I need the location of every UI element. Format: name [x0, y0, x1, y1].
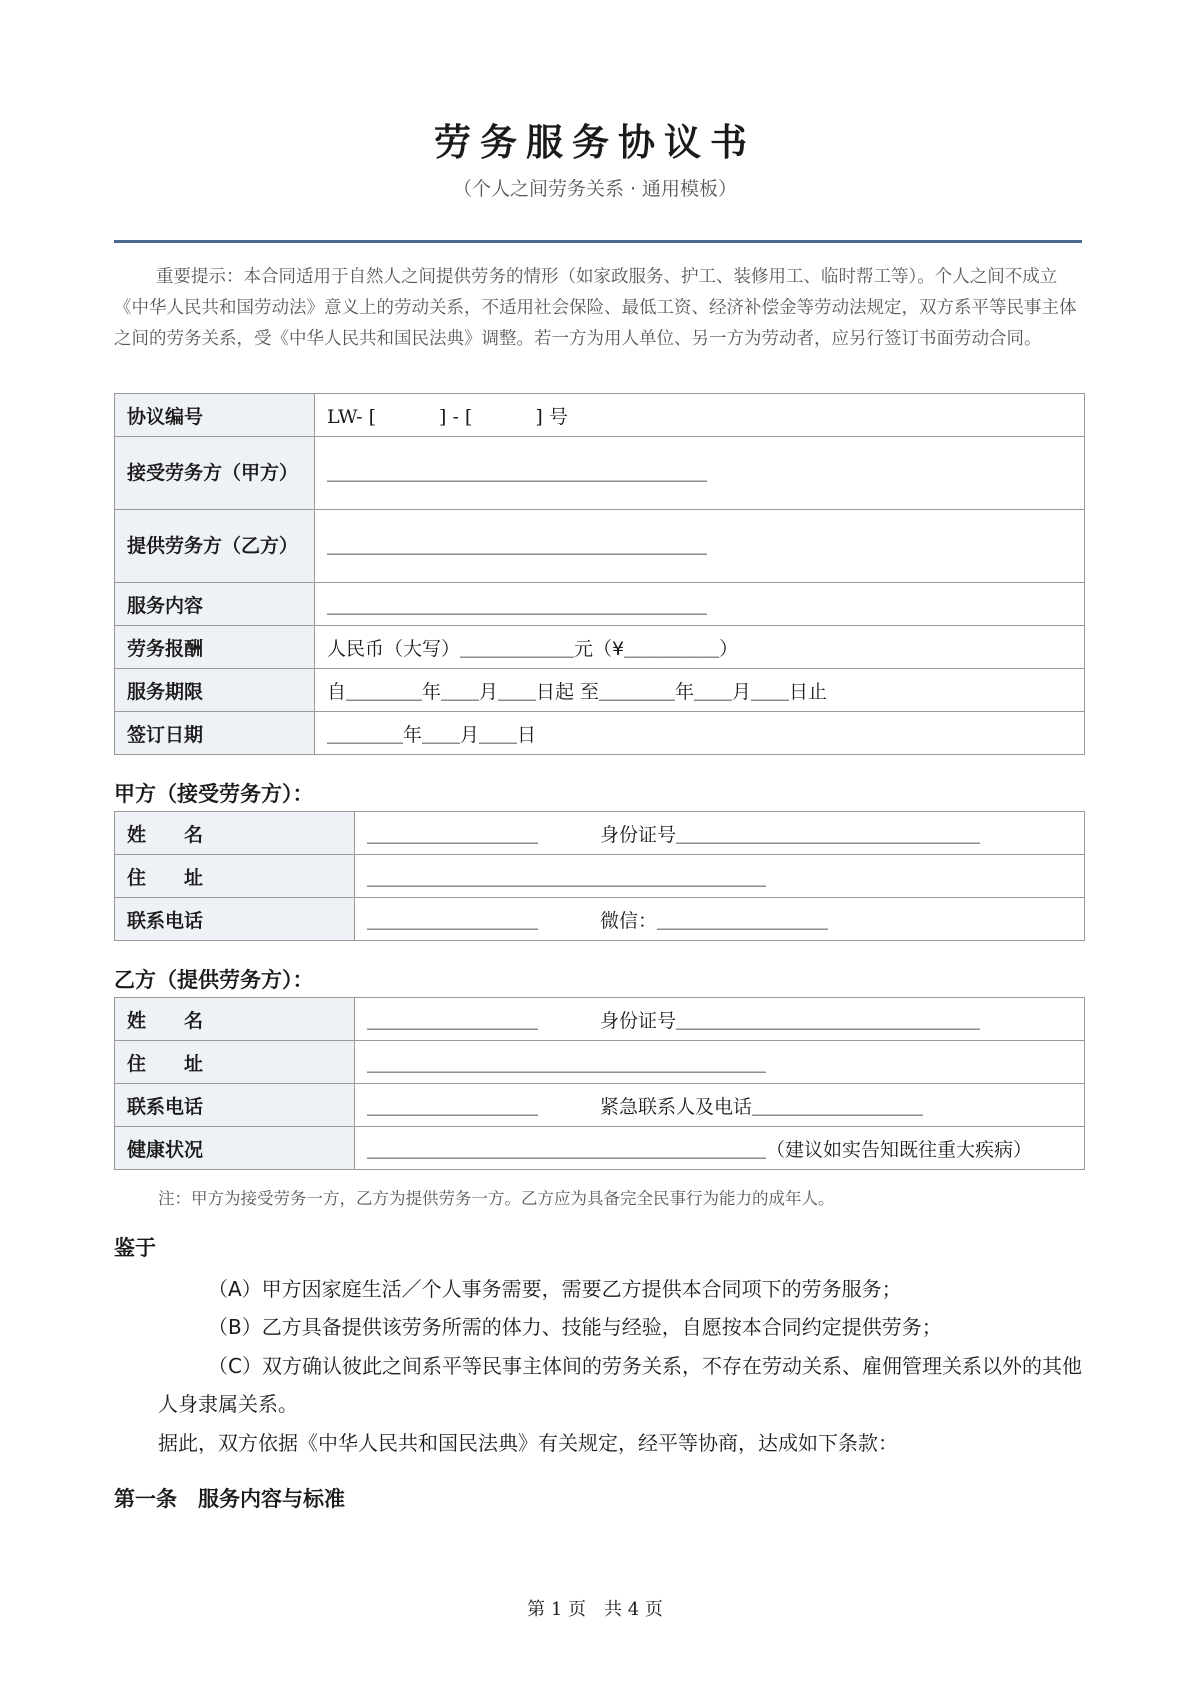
service-period-label: 服务期限	[115, 669, 315, 712]
table-row	[115, 394, 1085, 437]
party-b-name-row	[355, 998, 1085, 1041]
table-row	[115, 1084, 1085, 1127]
summary-table	[114, 393, 1085, 755]
important-notice: 重要提示：本合同适用于自然人之间提供劳务的情形（如家政服务、护工、装修用工、临时帮工等）。个人之间不成立《中华人民共和国劳动法》意义上的劳动关系，不适用社会保险、最低工资、经济补偿金等劳动法规定，双方系平等民事主体之间的劳务关系，受《中华人民共和国民法典》调整。若一方为用人单位、另一方为劳动者，应另行签订书面劳动合同。	[114, 267, 1077, 349]
party-a-address-label: 住 址	[115, 855, 355, 898]
table-row	[115, 1127, 1085, 1170]
party-b-table	[114, 997, 1085, 1170]
page-footer: 第 1 页 共 4 页	[527, 1599, 663, 1620]
remuneration-label: 劳务报酬	[115, 626, 315, 669]
recital-a: （A）甲方因家庭生活／个人事务需要，需要乙方提供本合同项下的劳务服务；	[208, 1277, 902, 1301]
recitals-heading: 鉴于	[114, 1236, 156, 1260]
table-row	[115, 812, 1085, 855]
party-b-name-label: 姓 名	[115, 998, 355, 1041]
table-row	[115, 669, 1085, 712]
party-a-name-row	[355, 812, 1085, 855]
party-a-heading: 甲方（接受劳务方）：	[114, 782, 314, 806]
table-row	[115, 626, 1085, 669]
party-b-health-field[interactable]: ＿＿＿＿＿＿＿＿＿＿＿＿＿＿＿＿＿＿＿＿＿（建议如实告知既往重大疾病）	[355, 1127, 1085, 1170]
agreement-number-field[interactable]: LW- [ ] - [ ] 号	[315, 394, 1085, 437]
signing-date-label: 签订日期	[115, 712, 315, 755]
party-a-name-field[interactable]: ＿＿＿＿＿＿＿＿＿	[367, 823, 539, 846]
title-divider	[114, 240, 1082, 243]
recital-b: （B）乙方具备提供该劳务所需的体力、技能与经验，自愿按本合同约定提供劳务；	[208, 1315, 942, 1339]
recital-c: （C）双方确认彼此之间系平等民事主体间的劳务关系，不存在劳动关系、雇佣管理关系以外的其他人身隶属关系。	[158, 1354, 1082, 1416]
document-subtitle: （个人之间劳务关系 · 通用模板）	[452, 178, 738, 200]
party-a-field[interactable]: ＿＿＿＿＿＿＿＿＿＿＿＿＿＿＿＿＿＿＿＿	[315, 437, 1085, 510]
party-a-label: 接受劳务方（甲方）	[115, 437, 315, 510]
party-a-phone-label: 联系电话	[115, 898, 355, 941]
article-1-heading: 第一条 服务内容与标准	[114, 1487, 345, 1511]
party-a-address-field[interactable]: ＿＿＿＿＿＿＿＿＿＿＿＿＿＿＿＿＿＿＿＿＿	[355, 855, 1085, 898]
signing-date-field[interactable]: ＿＿＿＿年＿＿月＿＿日	[315, 712, 1085, 755]
party-b-address-field[interactable]: ＿＿＿＿＿＿＿＿＿＿＿＿＿＿＿＿＿＿＿＿＿	[355, 1041, 1085, 1084]
remuneration-field[interactable]: 人民币（大写）＿＿＿＿＿＿元（¥＿＿＿＿＿）	[315, 626, 1085, 669]
party-b-health-label: 健康状况	[115, 1127, 355, 1170]
table-row	[115, 998, 1085, 1041]
service-period-field[interactable]: 自＿＿＿＿年＿＿月＿＿日起 至＿＿＿＿年＿＿月＿＿日止	[315, 669, 1085, 712]
document-title: 劳务服务协议书	[434, 121, 756, 164]
party-b-emergency-field[interactable]: 紧急联系人及电话＿＿＿＿＿＿＿＿＿	[600, 1095, 924, 1118]
party-b-name-field[interactable]: ＿＿＿＿＿＿＿＿＿	[367, 1009, 539, 1032]
service-content-label: 服务内容	[115, 583, 315, 626]
recitals-conclusion: 据此，双方依据《中华人民共和国民法典》有关规定，经平等协商，达成如下条款：	[158, 1431, 898, 1455]
table-row	[115, 1041, 1085, 1084]
party-a-table	[114, 811, 1085, 941]
party-b-label: 提供劳务方（乙方）	[115, 510, 315, 583]
table-row	[115, 583, 1085, 626]
party-a-id-field[interactable]: 身份证号＿＿＿＿＿＿＿＿＿＿＿＿＿＿＿＿	[600, 823, 981, 846]
table-row	[115, 855, 1085, 898]
party-b-heading: 乙方（提供劳务方）：	[114, 968, 314, 992]
party-b-phone-field[interactable]: ＿＿＿＿＿＿＿＿＿	[367, 1095, 539, 1118]
party-b-phone-row	[355, 1084, 1085, 1127]
agreement-number-label: 协议编号	[115, 394, 315, 437]
party-b-address-label: 住 址	[115, 1041, 355, 1084]
party-b-phone-label: 联系电话	[115, 1084, 355, 1127]
party-a-phone-row	[355, 898, 1085, 941]
table-row	[115, 898, 1085, 941]
party-a-wechat-field[interactable]: 微信：＿＿＿＿＿＿＿＿＿	[600, 909, 829, 932]
service-content-field[interactable]: ＿＿＿＿＿＿＿＿＿＿＿＿＿＿＿＿＿＿＿＿	[315, 583, 1085, 626]
table-row	[115, 510, 1085, 583]
party-a-name-label: 姓 名	[115, 812, 355, 855]
party-a-phone-field[interactable]: ＿＿＿＿＿＿＿＿＿	[367, 909, 539, 932]
party-note: 注：甲方为接受劳务一方，乙方为提供劳务一方。乙方应为具备完全民事行为能力的成年人。	[158, 1189, 835, 1208]
party-b-field[interactable]: ＿＿＿＿＿＿＿＿＿＿＿＿＿＿＿＿＿＿＿＿	[315, 510, 1085, 583]
table-row	[115, 437, 1085, 510]
table-row	[115, 712, 1085, 755]
party-b-id-field[interactable]: 身份证号＿＿＿＿＿＿＿＿＿＿＿＿＿＿＿＿	[600, 1009, 981, 1032]
